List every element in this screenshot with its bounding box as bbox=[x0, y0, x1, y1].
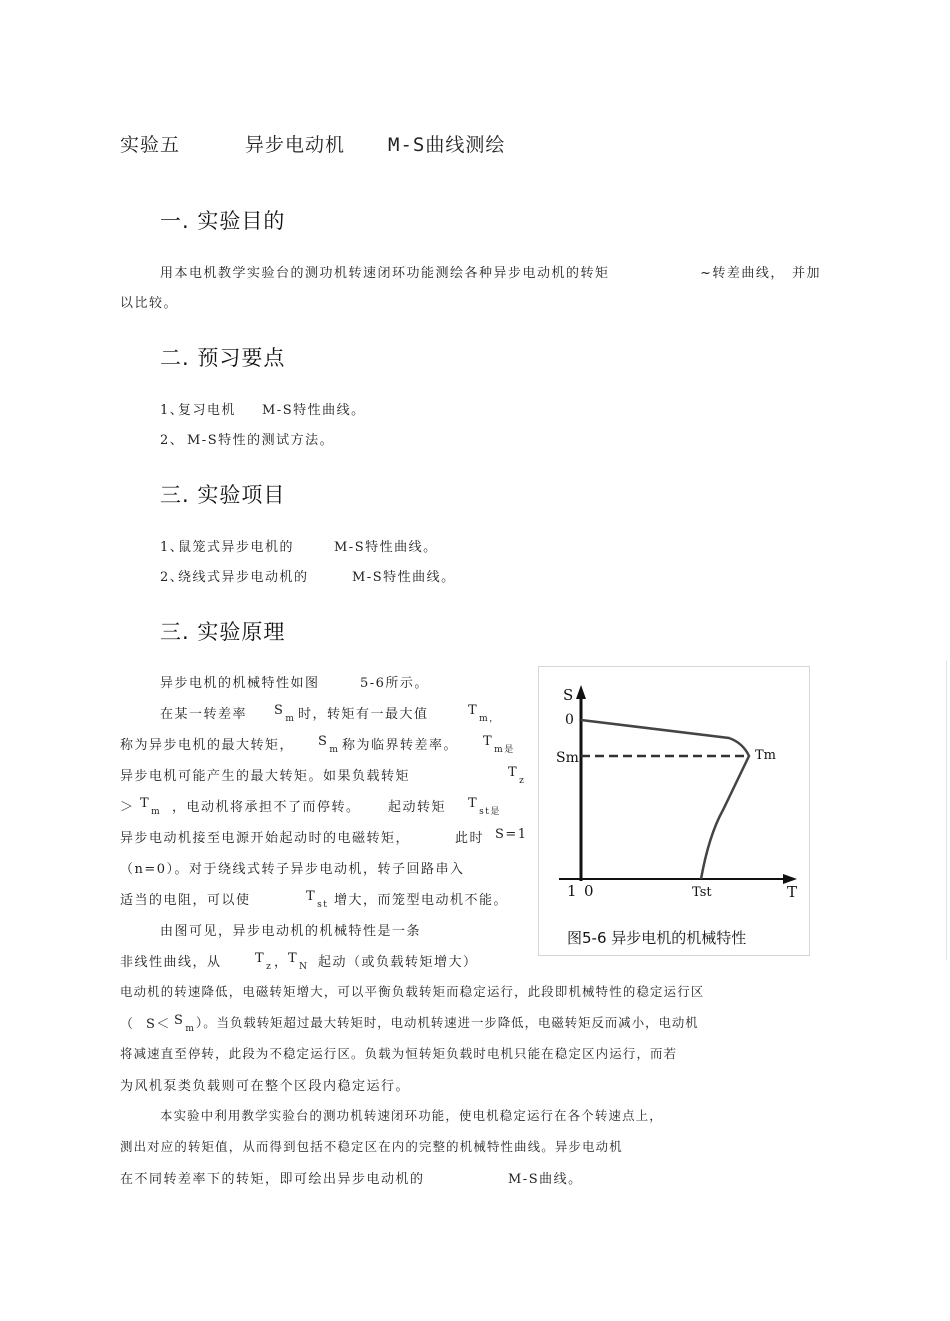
principle-line-17b: M-S曲线。 bbox=[508, 1172, 583, 1187]
principle-line-2d: $T_{m,}$ bbox=[468, 703, 500, 724]
principle-line-13: 将减速直至停转，此段为不稳定运行区。负载为恒转矩负载时电机只能在稳定区内运行，而若 bbox=[120, 1046, 678, 1061]
principle-line-3b: $S_m$ bbox=[318, 734, 340, 755]
s-axis-arrow-icon bbox=[576, 685, 586, 699]
preview-item-1-num: 1、 bbox=[160, 403, 185, 418]
purpose-line-1b: ~转差曲线， bbox=[700, 266, 785, 281]
principle-line-15: 本实验中利用教学实验台的测功机转速闭环功能，使电机稳定运行在各个转速点上， bbox=[160, 1108, 663, 1123]
principle-line-12d: ）。当负载转矩超过最大转矩时，电动机转速进一步降低，电磁转矩反而减小，电动机 bbox=[196, 1015, 699, 1030]
purpose-line-2: 以比较。 bbox=[120, 296, 179, 311]
item-2-num: 2、 bbox=[160, 570, 185, 585]
principle-line-10a: 非线性曲线，从 bbox=[120, 955, 222, 970]
principle-line-5e: $T_{st是}$ bbox=[468, 796, 501, 817]
principle-line-5d: 起动转矩 bbox=[388, 800, 447, 815]
item-1-a: 鼠笼式异步电机的 bbox=[178, 540, 295, 555]
principle-line-2b: $S_m$ bbox=[274, 703, 296, 724]
y-axis-label: S bbox=[563, 686, 574, 704]
principle-line-14: 为风机泵类负载则可在整个区段内稳定运行。 bbox=[120, 1079, 411, 1094]
principle-line-10d: $T_N$ bbox=[288, 951, 309, 972]
doc-title-part3: M-S曲线测绘 bbox=[388, 134, 506, 156]
purpose-line-1a: 用本电机教学实验台的测功机转速闭环功能测绘各种异步电动机的转矩 bbox=[160, 266, 610, 281]
preview-item-2-c: M-S特性的测试方法。 bbox=[187, 433, 335, 448]
doc-title-part1: 实验五 bbox=[120, 134, 181, 156]
section-heading-items: 三. 实验项目 bbox=[160, 483, 286, 507]
principle-line-12a: （ bbox=[120, 1017, 135, 1032]
principle-line-2c: 时，转矩有一最大值 bbox=[298, 707, 429, 722]
principle-line-1a: 异步电机的机械特性如图 bbox=[160, 676, 320, 691]
principle-line-12c: $S_m$ bbox=[174, 1013, 196, 1034]
item-2-a: 绕线式异步电动机的 bbox=[178, 570, 309, 585]
ms-curve-diagram bbox=[539, 667, 809, 917]
principle-line-2a: 在某一转差率 bbox=[160, 707, 248, 722]
principle-line-10e: 起动（或负载转矩增大） bbox=[318, 955, 478, 970]
principle-line-10c: ， bbox=[274, 955, 289, 970]
section-heading-purpose: 一. 实验目的 bbox=[160, 209, 286, 233]
item-1-b: M-S特性曲线。 bbox=[334, 540, 438, 555]
principle-line-11: 电动机的转速降低，电磁转矩增大，可以平衡负载转矩而稳定运行，此段即机械特性的稳定运行区 bbox=[120, 984, 705, 999]
ms-curve bbox=[581, 720, 749, 879]
principle-line-3d: $T_{m是}$ bbox=[483, 734, 515, 755]
principle-line-5c: ，电动机将承担不了而停转。 bbox=[172, 800, 361, 815]
doc-title-part2: 异步电动机 bbox=[245, 134, 346, 156]
principle-line-3a: 称为异步电机的最大转矩， bbox=[120, 738, 295, 753]
principle-line-8b: $T_{st}$ bbox=[306, 889, 329, 910]
principle-line-6b: 此时 bbox=[455, 831, 485, 846]
preview-item-1-a: 复习电机 bbox=[178, 403, 237, 418]
principle-line-17a: 在不同转差率下的转矩，即可绘出异步电动机的 bbox=[120, 1172, 425, 1187]
principle-line-6a: 异步电动机接至电源开始起动时的电磁转矩， bbox=[120, 831, 411, 846]
principle-line-9: 由图可见，异步电动机的机械特性是一条 bbox=[160, 924, 422, 939]
section-heading-preview: 二. 预习要点 bbox=[160, 346, 286, 370]
principle-line-16: 测出对应的转矩值，从而得到包括不稳定区在内的完整的机械特性曲线。异步电动机 bbox=[120, 1139, 623, 1154]
preview-item-2-num: 2、 bbox=[160, 433, 185, 448]
principle-line-8a: 适当的电阻，可以使 bbox=[120, 893, 251, 908]
principle-line-5a: ＞ bbox=[120, 800, 135, 815]
purpose-line-1c: 并加 bbox=[792, 266, 822, 281]
x-axis-label: T bbox=[787, 883, 798, 901]
principle-line-10b: $T_z$ bbox=[255, 951, 273, 972]
principle-line-6c: S=1 bbox=[495, 827, 528, 842]
origin-label: 0 bbox=[584, 882, 594, 900]
item-2-b: M-S特性曲线。 bbox=[352, 570, 456, 585]
section-heading-principle: 三. 实验原理 bbox=[160, 620, 286, 644]
principle-line-3c: 称为临界转差率。 bbox=[342, 738, 459, 753]
principle-line-12b: S＜ bbox=[146, 1017, 171, 1032]
principle-line-8c: 增大，而笼型电动机不能。 bbox=[334, 893, 509, 908]
tst-label: Tst bbox=[692, 885, 712, 900]
principle-line-4b: $T_z$ bbox=[508, 765, 526, 786]
principle-line-7: （n=0）。对于绕线式转子异步电动机，转子回路串入 bbox=[120, 862, 465, 877]
page-edge-line bbox=[946, 660, 947, 960]
figure-caption: 图5-6 异步电机的机械特性 bbox=[567, 929, 747, 947]
principle-line-5b: $T_m$ bbox=[140, 796, 162, 817]
figure-mechanical-characteristic bbox=[538, 666, 810, 956]
zero-label: 0 bbox=[565, 712, 574, 728]
one-label: 1 bbox=[567, 882, 577, 900]
sm-label: Sm bbox=[556, 750, 579, 766]
principle-line-4a: 异步电机可能产生的最大转矩。如果负载转矩 bbox=[120, 769, 411, 784]
tm-label: Tm bbox=[755, 748, 776, 763]
item-1-num: 1、 bbox=[160, 540, 185, 555]
principle-line-1b: 5-6所示。 bbox=[360, 676, 429, 691]
preview-item-1-b: M-S特性曲线。 bbox=[262, 403, 366, 418]
